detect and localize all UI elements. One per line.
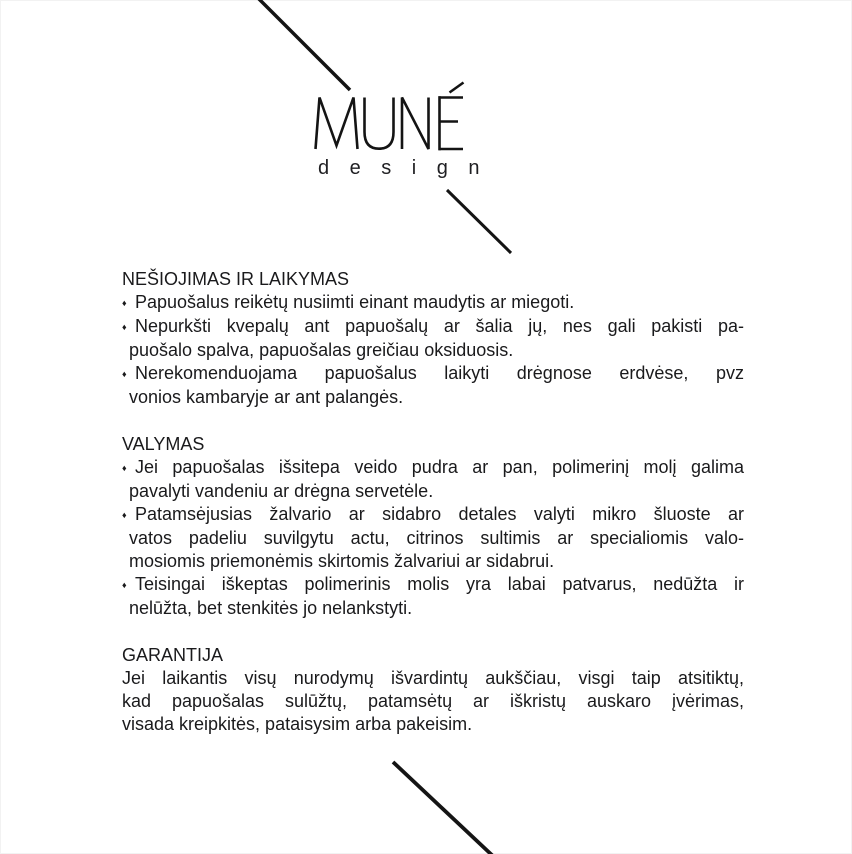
section-cleaning [122, 433, 744, 620]
diamond-bullet-icon: ♦ [122, 298, 127, 308]
line-text: puošalo spalva, papuošalas greičiau oksiduosis. [129, 340, 514, 360]
text-line [122, 503, 744, 527]
line-text: vonios kambaryje ar ant palangės. [129, 387, 404, 407]
line-text: vatos padeliu suvilgytu actu, citrinos sultimis ar specialiomis valo- [129, 528, 744, 548]
section-heading: GARANTIJA [122, 645, 224, 665]
text-line [122, 362, 744, 386]
line-text: visada kreipkitės, pataisysim arba pakeisim. [122, 714, 473, 734]
line-text: Papuošalus reikėtų nusiimti einant maudytis ar miegoti. [135, 292, 575, 312]
section-heading: NEŠIOJIMAS IR LAIKYMAS [122, 269, 350, 289]
logo-letter-e-acute [439, 83, 464, 151]
section-warranty [122, 644, 744, 736]
line-text: Nepurkšti kvepalų ant papuošalų ar šalia jų, nes gali pakisti pa- [135, 316, 744, 336]
line-text: Nerekomenduojama papuošalus laikyti drėgnose erdvėse, pvz [135, 363, 744, 383]
line-text: Teisingai iškeptas polimerinis molis yra labai patvarus, nedūžta ir [135, 574, 744, 594]
text-line [122, 386, 744, 409]
text-line [122, 713, 744, 736]
text-line [122, 480, 744, 503]
text-line [122, 573, 744, 597]
line-text: Jei papuošalas išsitepa veido pudra ar pan, polimerinį molį galima [135, 457, 744, 477]
diamond-bullet-icon: ♦ [122, 580, 127, 590]
logo-subtitle: design [318, 157, 500, 179]
logo-letter-m [316, 98, 358, 150]
text-line [122, 339, 744, 362]
text-line [122, 667, 744, 690]
diagonal-line-middle [447, 190, 511, 253]
line-text: kad papuošalas sulūžtų, patamsėtų ar iškristų auskaro įvėrimas, [122, 691, 744, 711]
text-line [122, 527, 744, 550]
diagonal-line-top [258, 0, 350, 90]
diamond-bullet-icon: ♦ [122, 510, 127, 520]
text-line [122, 690, 744, 713]
diamond-bullet-icon: ♦ [122, 463, 127, 473]
line-text: Patamsėjusias žalvario ar sidabro detales valyti mikro šluoste ar [135, 504, 744, 524]
mune-wordmark [316, 83, 464, 151]
line-text: nelūžta, bet stenkitės jo nelankstyti. [129, 598, 413, 618]
diamond-bullet-icon: ♦ [122, 369, 127, 379]
diagonal-line-bottom [393, 762, 494, 854]
section-heading: VALYMAS [122, 434, 205, 454]
care-instructions-text [122, 268, 744, 736]
section-wearing-storage [122, 268, 744, 409]
text-line [122, 315, 744, 339]
logo-letter-n [402, 98, 429, 150]
line-text: pavalyti vandeniu ar drėgna servetėle. [129, 481, 434, 501]
diamond-bullet-icon: ♦ [122, 322, 127, 332]
text-line [122, 291, 744, 315]
line-text: mosiomis priemonėmis skirtomis žalvariui ar sidabrui. [129, 551, 555, 571]
text-line [122, 550, 744, 573]
text-line [122, 456, 744, 480]
line-text: Jei laikantis visų nurodymų išvardintų aukščiau, visgi taip atsitiktų, [122, 668, 744, 688]
text-line [122, 597, 744, 620]
logo-letter-u [365, 98, 394, 149]
